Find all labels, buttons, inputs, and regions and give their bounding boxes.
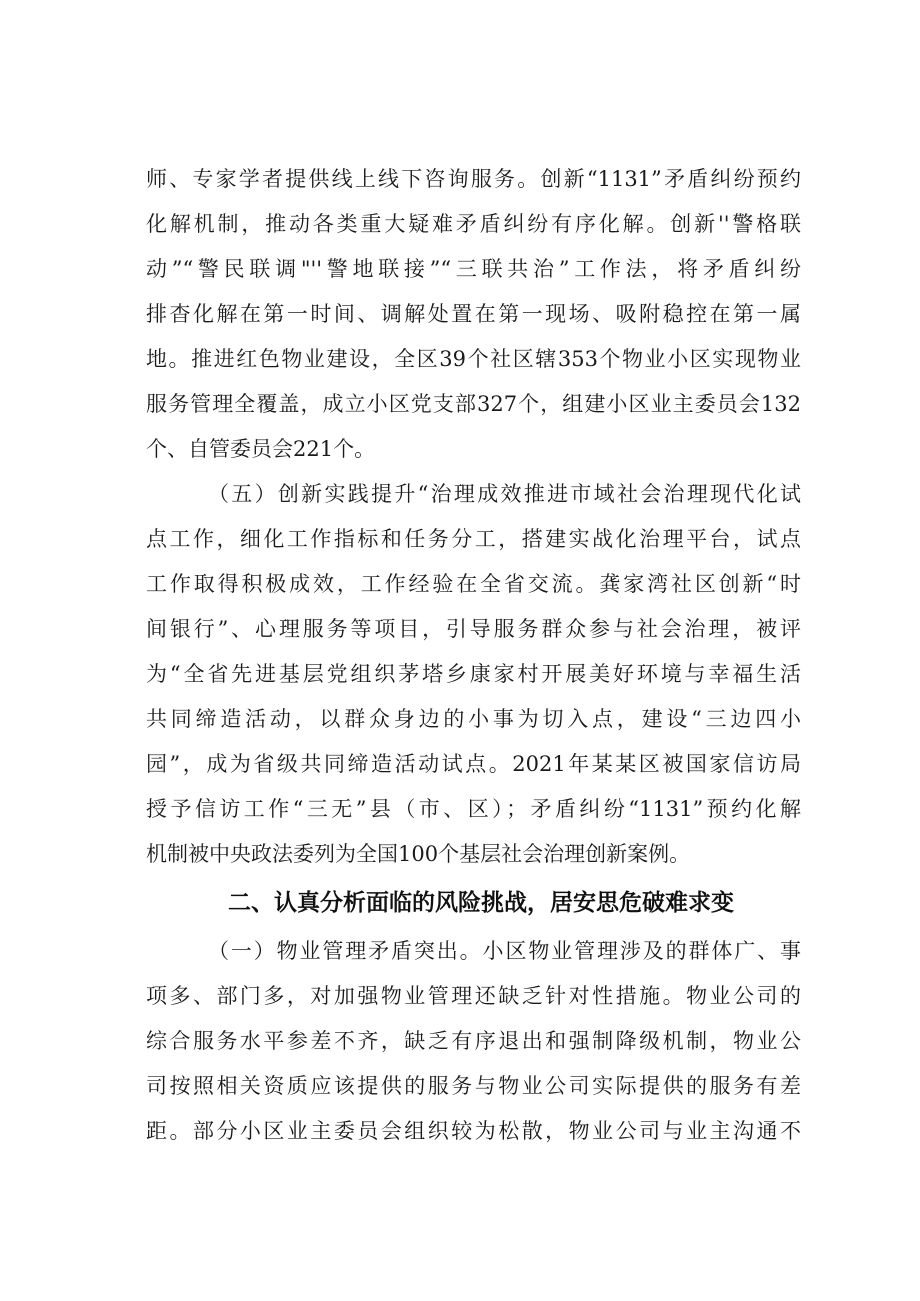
text-line: 工作取得积极成效，工作经验在全省交流。龚家湾社区创新“时: [146, 572, 801, 596]
document-body: [146, 157, 801, 1154]
text-line: 授予信访工作“三无”县（市、区）；矛盾纠纷“1131”预约化解: [146, 797, 801, 821]
text-line: 司按照相关资质应该提供的服务与物业公司实际提供的服务有差: [146, 1074, 801, 1098]
text-line: 地。推进红色物业建设，全区39个社区辖353个物业小区实现物业: [146, 347, 801, 371]
text-line: 机制被中央政法委列为全国100个基层社会治理创新案例。: [146, 842, 691, 866]
text-line: （五）创新实践提升“治理成效推进市域社会治理现代化试: [208, 482, 801, 506]
paragraph-property-management: [146, 929, 801, 1154]
paragraph-community-mediation: [146, 157, 801, 472]
paragraph-innovation-practice: [146, 472, 801, 877]
text-line: 间银行”、心理服务等项目，引导服务群众参与社会治理，被评: [146, 617, 801, 641]
text-line: 动”“警民联调"''警地联接”“三联共治”工作法，将矛盾纠纷: [146, 257, 801, 281]
text-line: 化解机制，推动各类重大疑难矛盾纠纷有序化解。创新''警格联: [146, 212, 801, 236]
text-line: （一）物业管理矛盾突出。小区物业管理涉及的群体广、事: [208, 939, 801, 963]
text-line: 为“全省先进基层党组织茅塔乡康家村开展美好环境与幸福生活: [146, 662, 801, 686]
text-line: 排杳化解在第一时间、调解处置在第一现场、吸附稳控在第一属: [146, 302, 801, 326]
text-line: 距。部分小区业主委员会组织较为松散，物业公司与业主沟通不: [146, 1119, 801, 1143]
text-line: 师、专家学者提供线上线下咨询服务。创新“1131”矛盾纠纷预约: [146, 167, 801, 191]
text-line: 项多、部门多，对加强物业管理还缺乏针对性措施。物业公司的: [146, 984, 801, 1008]
section-heading: 二、认真分析面临的风险挑战，居安思危破难求变: [228, 890, 734, 916]
text-line: 个、自管委员会221个。: [146, 437, 376, 461]
text-line: 点工作，细化工作指标和任务分工，搭建实战化治理平台，试点: [146, 527, 801, 551]
text-line: 园”，成为省级共同缔造活动试点。2021年某某区被国家信访局: [146, 752, 801, 776]
text-line: 综合服务水平参差不齐，缺乏有序退出和强制降级机制，物业公: [146, 1029, 801, 1053]
text-line: 共同缔造活动，以群众身边的小事为切入点，建设“三边四小: [146, 707, 801, 731]
text-line: 服务管理全覆盖，成立小区党支部327个，组建小区业主委员会132: [146, 392, 801, 416]
